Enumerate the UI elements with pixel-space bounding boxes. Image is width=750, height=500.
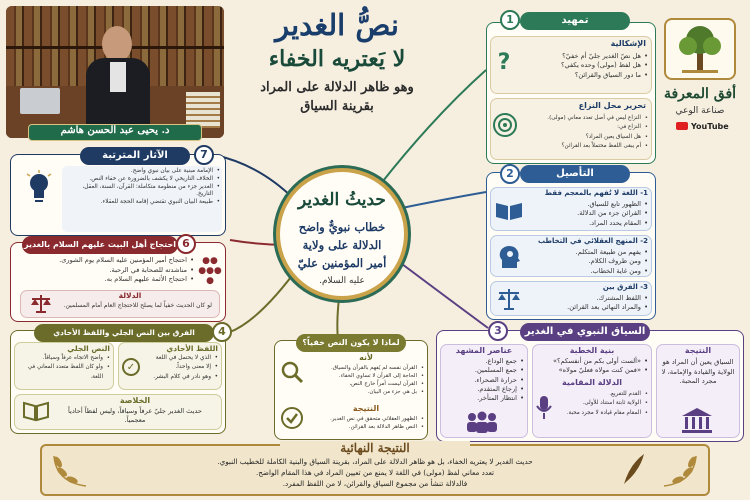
list-item: • «فمن كنت مولاه فعليّ مولاه» bbox=[536, 366, 648, 375]
question-icon: ? bbox=[497, 49, 511, 75]
section-3-header: السياق النبوي في الغدير bbox=[520, 323, 650, 341]
author-photo bbox=[6, 6, 224, 138]
section-1-b-list bbox=[520, 114, 648, 151]
laurel-left-icon bbox=[46, 452, 96, 490]
final-title: النتيجة النهائية bbox=[280, 441, 470, 455]
list-item: • القدم للتفريع. bbox=[556, 390, 648, 399]
quill-icon bbox=[620, 452, 646, 486]
author-name: د. يحيى عبد الحسن هاشم bbox=[60, 125, 170, 136]
list-item: • ما دور السياق والقرائن؟ bbox=[520, 71, 648, 80]
section-6-dalala-title: الدلالة bbox=[118, 291, 142, 300]
list-item: • ولو كان اللفظ متعدد المعاني في اللغة. bbox=[18, 363, 110, 382]
list-item: • إلا معنى واحداً. bbox=[140, 363, 218, 372]
list-item: • وهو نادر في كلام البشر. bbox=[140, 373, 218, 382]
list-item: • المقام مقام قيادة لا مجرد محبة. bbox=[556, 409, 648, 418]
final-line3: فالدلالة تنشأ من مجموع السياق والقرائن، لا من اللفظ المفرد. bbox=[282, 479, 468, 488]
section-4-b-list bbox=[140, 354, 218, 382]
list-item: • الحاجة إلى القرآن لا تساوي الخفاء. bbox=[306, 372, 424, 380]
section-5-b-title: النتيجة bbox=[352, 404, 380, 413]
list-item: • اللفظ المشترك. bbox=[520, 294, 648, 303]
list-item: • هل لفظ (مولى) وحده يكفي؟ bbox=[520, 61, 648, 70]
list-item: • جمع المسلمين. bbox=[444, 366, 524, 375]
list-item: • واضح الاتجاه عرفاً وسياقاً. bbox=[18, 354, 110, 363]
section-4-a-list bbox=[18, 354, 110, 382]
section-3-b2-title: الدلالة المقامية bbox=[562, 378, 622, 387]
building-icon bbox=[680, 406, 714, 434]
list-item: • حرارة الصحراء. bbox=[444, 376, 524, 385]
section-4-summary-title: الخلاصة bbox=[119, 396, 151, 405]
list-item: • الظهور تابع للسياق. bbox=[540, 200, 648, 209]
list-item: • الغدير جزء من منظومة متكاملة: القرآن، السنة، العقل، التاريخ. bbox=[66, 184, 220, 200]
brand-tagline: صناعة الوعي bbox=[675, 106, 725, 116]
lightbulb-icon bbox=[24, 170, 54, 206]
center-line2: الدلالة على ولاية bbox=[302, 238, 382, 252]
section-2-header: التأصيل bbox=[520, 165, 630, 183]
check-icon: ✓ bbox=[122, 358, 140, 376]
final-line1: حديث الغدير لا يعتريه الخفاء، بل هو ظاهر الدلالة على المراد، بقرينة السياق والبنية الكاملة للخطيب النبوي. bbox=[217, 457, 533, 466]
center-line1: خطاب نبويٌّ واضح bbox=[298, 220, 386, 234]
center-line3: أمير المؤمنين عليّ bbox=[297, 256, 387, 270]
center-line4: عليه السلام. bbox=[319, 276, 365, 286]
target-icon bbox=[492, 112, 518, 138]
title-line4: بقرينة السياق bbox=[300, 99, 374, 114]
section-3-a-list bbox=[444, 357, 524, 403]
section-3-c-title: النتيجة bbox=[684, 346, 712, 355]
title-line1: نصُّ الغدير bbox=[275, 8, 399, 42]
head-gear-icon bbox=[496, 244, 522, 270]
magnifier-icon bbox=[280, 360, 304, 384]
section-5-header: لماذا لا يكون النص خفياً؟ bbox=[296, 334, 406, 352]
scales-icon bbox=[496, 286, 522, 312]
section-3-number: 3 bbox=[488, 321, 508, 341]
tree-icon bbox=[666, 20, 734, 78]
section-4-summary-text: حديث الغدير جليّ عرفاً وسياقاً، وليس لفظاً أحادياً معجمياً. bbox=[67, 407, 202, 424]
section-1-a-title: الإشكالية bbox=[610, 39, 646, 48]
list-item: • احتجاج أمير المؤمنين عليه السلام يوم الشورى. bbox=[28, 256, 194, 266]
section-1-b-title: تحرير محل النزاع bbox=[578, 101, 646, 110]
section-1-number: 1 bbox=[500, 10, 520, 30]
section-4-b-title: اللفظ الأحادي bbox=[166, 344, 218, 353]
list-item: • طبيعة البيان النبوي تقتضي إقامة الحجة للعقلاء. bbox=[66, 199, 220, 207]
list-item: • بل هي جزء من البيان. bbox=[306, 388, 424, 396]
list-item: • الذي لا يحتمل في اللغة bbox=[140, 354, 218, 363]
list-item: • ومن غاية الخطاب. bbox=[540, 267, 648, 276]
section-5-a-title: لأنه bbox=[359, 353, 373, 362]
center-title: حديثُ الغدير bbox=[298, 190, 386, 210]
brand-name: أفق المعرفة bbox=[663, 86, 737, 102]
section-3-b-title: بنية الخطبة bbox=[569, 346, 615, 355]
list-item: • والمراد النهائي بعد القرائن. bbox=[520, 303, 648, 312]
book-icon bbox=[22, 400, 50, 422]
section-2-number: 2 bbox=[500, 164, 520, 184]
list-item: • القرائن جزء من الدلالة. bbox=[540, 209, 648, 218]
book-icon bbox=[494, 200, 524, 222]
list-item: • ومن ظروف الكلام. bbox=[540, 257, 648, 266]
people-icon: ●● bbox=[202, 256, 218, 266]
list-item: • الإمامة مبنية على بيان نبوي واضح. bbox=[66, 168, 220, 176]
microphone-icon bbox=[534, 394, 554, 422]
list-item: • النص ظاهر الدلالة بعد القرائن. bbox=[306, 423, 424, 431]
youtube-icon bbox=[676, 122, 688, 130]
section-7-number: 7 bbox=[194, 145, 214, 165]
section-7-list bbox=[66, 168, 220, 207]
list-item: • «ألست أولى بكم من أنفسكم؟» bbox=[536, 357, 648, 366]
final-line2: تعدد معاني لفظ (مولى) في اللغة لا يمنع من تعيين المراد في هذا المقام الواضح. bbox=[255, 468, 495, 477]
section-2-b-title: 2- المنهج العقلائي في التخاطب bbox=[537, 237, 648, 245]
section-3-a-title: عناصر المشهد bbox=[455, 346, 513, 355]
section-3-b-list bbox=[536, 357, 648, 376]
scales-icon bbox=[30, 293, 52, 315]
list-item: • هل نصّ الغدير جليّ أم خفيّ؟ bbox=[520, 52, 648, 61]
section-3-b2-list bbox=[556, 390, 648, 418]
check-circle-icon bbox=[280, 406, 304, 430]
section-2-b-list bbox=[540, 248, 648, 276]
section-2-a-list bbox=[540, 200, 648, 228]
list-item: • إرجاع المتقدم. bbox=[444, 385, 524, 394]
list-item: • هل السياق يعين المراد؟ bbox=[520, 133, 648, 142]
list-item: • الخلاف التاريخي لا يكشف بالضرورة عن خفاء النص. bbox=[66, 176, 220, 184]
section-6-dalala-text: لو كان الحديث خفياً لما يصلح للاحتجاج العام أمام المسلمين. bbox=[63, 302, 212, 309]
list-item: • القرآن ليست أمراً خارج النص، bbox=[306, 380, 424, 388]
section-1-a-list bbox=[520, 52, 648, 80]
section-1-header: تمهيد bbox=[520, 12, 630, 30]
list-item: • النزاع ليس في أصل تعدد معاني (مولى). bbox=[520, 114, 648, 123]
people-icon bbox=[462, 410, 502, 434]
list-item: • النزاع في: bbox=[520, 123, 648, 132]
list-item: • أم يبقى اللفظ محتملاً بعد القرائن؟ bbox=[520, 142, 648, 151]
list-item: • انتظار المتأخر. bbox=[444, 394, 524, 403]
brand-logo bbox=[664, 18, 736, 80]
list-item: • الظهور العقلائي متحقق في نص الغدير. bbox=[306, 415, 424, 423]
list-item: • جمع الوداع. bbox=[444, 357, 524, 366]
list-item: • القرآن نفسه لم يُفهم بالقرآن والسياق. bbox=[306, 364, 424, 372]
title-line3: وهو ظاهر الدلالة على المراد bbox=[260, 80, 414, 95]
laurel-right-icon bbox=[654, 452, 704, 490]
section-2-a-title: 1- اللغة لا تُفهم بالمعجم فقط bbox=[544, 189, 648, 197]
list-item: • المقام يحدد المراد. bbox=[540, 219, 648, 228]
section-2-c-list bbox=[520, 294, 648, 313]
gathering-icon: ●●● bbox=[198, 266, 222, 276]
section-6-header: احتجاج أهل البيت عليهم السلام بالغدير bbox=[22, 236, 178, 254]
section-3-c-text: السياق يعين أن المراد هو الولاية والقيادة والإمامة، لا مجرد المحبة. bbox=[661, 358, 735, 385]
list-item: • مناشدته للصحابة في الرحبة. bbox=[28, 266, 194, 276]
section-4-a-title: النص الجلي bbox=[67, 344, 110, 353]
section-7-header: الآثار المترتبة bbox=[80, 147, 190, 165]
list-item: • احتجاج الأئمة عليهم السلام به. bbox=[28, 275, 194, 285]
list-item: • يفهم من طبيعة المتكلم. bbox=[540, 248, 648, 257]
title-line2: لا يَعتريه الخفاء bbox=[268, 46, 406, 72]
youtube-badge: YouTube bbox=[676, 120, 736, 132]
section-4-header: الفرق بين النص الجلي واللفظ الأحادي bbox=[34, 324, 214, 342]
section-2-c-title: 3- الفرق بين bbox=[602, 283, 648, 291]
section-6-list bbox=[28, 256, 194, 285]
imam-icon: ● bbox=[206, 276, 214, 286]
section-4-number: 4 bbox=[212, 322, 232, 342]
section-6-number: 6 bbox=[176, 234, 196, 254]
list-item: • الولاية ثابتة استناد للأولى. bbox=[556, 399, 648, 408]
section-5-b-list bbox=[306, 415, 424, 431]
section-5-a-list bbox=[306, 364, 424, 396]
